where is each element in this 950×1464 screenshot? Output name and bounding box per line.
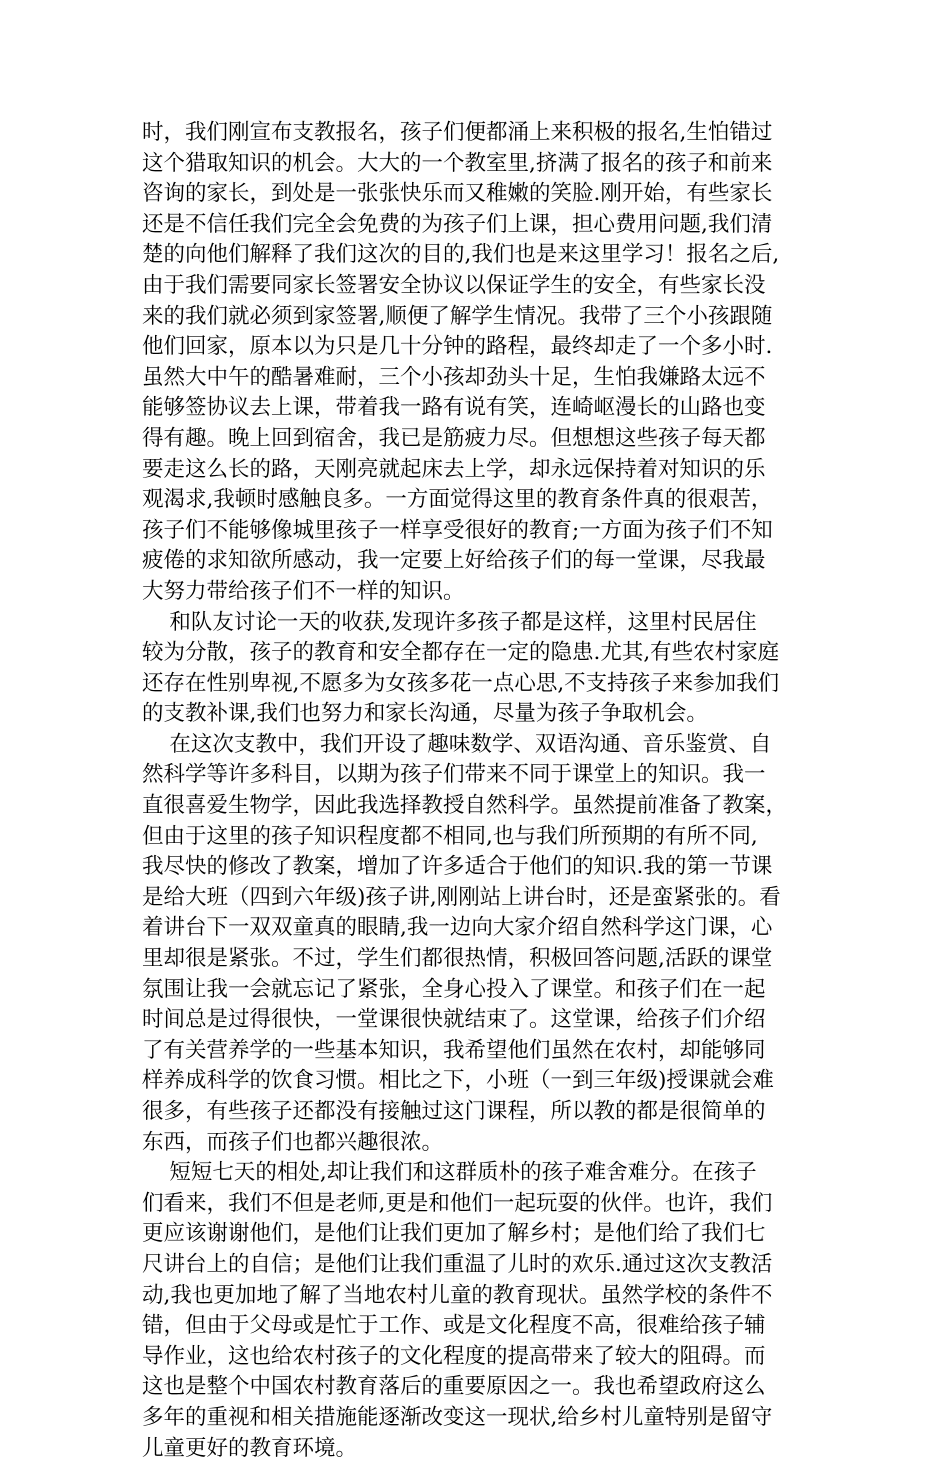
- text-line: 虽然大中午的酷暑难耐，三个小孩却劲头十足，生怕我嫌路太远不: [142, 364, 766, 390]
- text-line: 然科学等许多科目，以期为孩子们带来不同于课堂上的知识。我一: [142, 762, 766, 788]
- text-line: 他们回家，原本以为只是几十分钟的路程，最终却走了一个多小时.: [142, 334, 773, 360]
- text-line: 直很喜爱生物学，因此我选择教授自然科学。虽然提前准备了教案，: [142, 793, 788, 819]
- text-line: 多年的重视和相关措施能逐渐改变这一现状,给乡村儿童特别是留守: [142, 1404, 773, 1430]
- text-line: 们看来，我们不但是老师,更是和他们一起玩耍的伙伴。也许，我们: [142, 1190, 773, 1216]
- text-line: 导作业，这也给农村孩子的文化程度的提高带来了较大的阻碍。而: [142, 1343, 766, 1369]
- text-line: 疲倦的求知欲所感动，我一定要上好给孩子们的每一堂课，尽我最: [142, 548, 766, 574]
- text-line: 能够签协议去上课，带着我一路有说有笑，连崎岖漫长的山路也变: [142, 395, 766, 421]
- text-line: 还存在性别卑视,不愿多为女孩多花一点心思,不支持孩子来参加我们: [142, 670, 780, 696]
- text-line: 样养成科学的饮食习惯。相比之下，小班（一到三年级)授课就会难: [142, 1068, 774, 1094]
- paragraph-3: [142, 730, 814, 1158]
- text-line: 错，但由于父母或是忙于工作、或是文化程度不高，很难给孩子辅: [142, 1313, 766, 1339]
- text-line: 儿童更好的教育环境。: [142, 1435, 358, 1461]
- paragraph-4: [142, 1158, 814, 1464]
- document-body: [142, 118, 814, 1464]
- text-line: 的支教补课,我们也努力和家长沟通，尽量为孩子争取机会。: [142, 701, 708, 727]
- text-line: 是给大班（四到六年级)孩子讲,刚刚站上讲台时，还是蛮紧张的。看: [142, 884, 781, 910]
- text-line: 这也是整个中国农村教育落后的重要原因之一。我也希望政府这么: [142, 1374, 766, 1400]
- text-line: 咨询的家长，到处是一张张快乐而又稚嫩的笑脸.刚开始，有些家长: [142, 181, 773, 207]
- text-line: 但由于这里的孩子知识程度都不相同,也与我们所预期的有所不同,: [142, 823, 758, 849]
- text-line: 了有关营养学的一些基本知识，我希望他们虽然在农村，却能够同: [142, 1037, 766, 1063]
- text-line: 和队友讨论一天的收获,发现许多孩子都是这样，这里村民居住: [142, 609, 757, 635]
- text-line: 楚的向他们解释了我们这次的目的,我们也是来这里学习！报名之后,: [142, 242, 780, 268]
- text-line: 时，我们刚宣布支教报名，孩子们便都涌上来积极的报名,生怕错过: [142, 120, 773, 145]
- text-line: 短短七天的相处,却让我们和这群质朴的孩子难舍难分。在孩子: [142, 1160, 757, 1186]
- text-line: 这个猎取知识的机会。大大的一个教室里,挤满了报名的孩子和前来: [142, 150, 773, 176]
- text-line: 东西，而孩子们也都兴趣很浓。: [142, 1129, 444, 1155]
- text-line: 由于我们需要同家长签署安全协议以保证学生的安全，有些家长没: [142, 272, 766, 298]
- text-line: 还是不信任我们完全会免费的为孩子们上课，担心费用问题,我们清: [142, 211, 773, 237]
- text-line: 很多，有些孩子还都没有接触过这门课程，所以教的都是很简单的: [142, 1099, 766, 1124]
- paragraph-1: [142, 118, 814, 608]
- text-line: 得有趣。晚上回到宿舍，我已是筋疲力尽。但想想这些孩子每天都: [142, 425, 766, 451]
- text-line: 时间总是过得很快，一堂课很快就结束了。这堂课，给孩子们介绍: [142, 1007, 766, 1033]
- text-line: 在这次支教中，我们开设了趣味数学、双语沟通、音乐鉴赏、自: [142, 731, 772, 757]
- paragraph-2: [142, 608, 814, 730]
- text-line: 动,我也更加地了解了当地农村儿童的教育现状。虽然学校的条件不: [142, 1282, 773, 1308]
- text-line: 较为分散，孩子的教育和安全都存在一定的隐患.尤其,有些农村家庭: [142, 640, 780, 666]
- text-line: 孩子们不能够像城里孩子一样享受很好的教育;一方面为孩子们不知: [142, 517, 773, 543]
- text-line: 要走这么长的路，天刚亮就起床去上学，却永远保持着对知识的乐: [142, 456, 766, 482]
- text-line: 更应该谢谢他们，是他们让我们更加了解乡村；是他们给了我们七: [142, 1221, 766, 1247]
- text-line: 我尽快的修改了教案，增加了许多适合于他们的知识.我的第一节课: [142, 854, 773, 880]
- text-line: 来的我们就必须到家签署,顺便了解学生情况。我带了三个小孩跟随: [142, 303, 773, 329]
- text-line: 大努力带给孩子们不一样的知识。: [142, 578, 465, 604]
- text-line: 着讲台下一双双童真的眼睛,我一边向大家介绍自然科学这门课，心: [142, 915, 773, 941]
- text-line: 尺讲台上的自信；是他们让我们重温了儿时的欢乐.通过这次支教活: [142, 1251, 773, 1277]
- text-line: 里却很是紧张。不过，学生们都很热情，积极回答问题,活跃的课堂: [142, 946, 773, 972]
- text-line: 观渴求,我顿时感触良多。一方面觉得这里的教育条件真的很艰苦，: [142, 487, 773, 513]
- text-line: 氛围让我一会就忘记了紧张，全身心投入了课堂。和孩子们在一起: [142, 976, 766, 1002]
